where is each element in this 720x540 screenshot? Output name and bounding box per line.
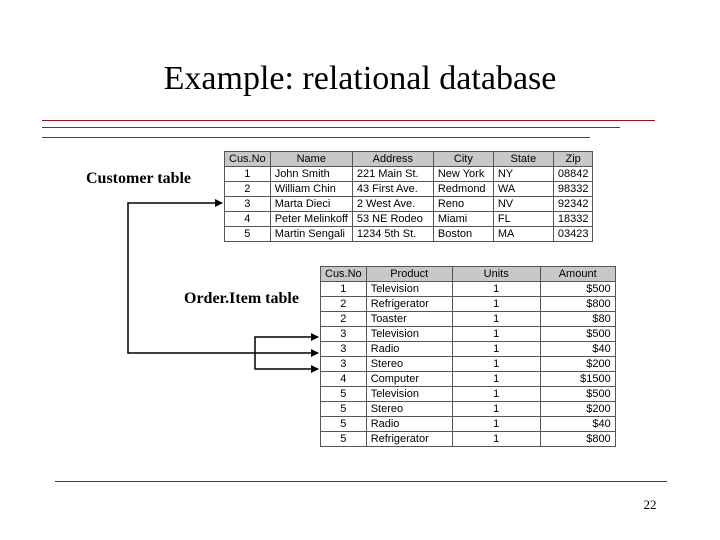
orderitem-cell: $500 (540, 282, 615, 297)
orderitem-header-2: Units (452, 267, 540, 282)
customer-header-2: Address (352, 152, 433, 167)
customer-cell: 4 (225, 212, 271, 227)
customer-cell: Miami (433, 212, 493, 227)
customer-cell: 1234 5th St. (352, 227, 433, 242)
orderitem-cell: 5 (321, 387, 367, 402)
orderitem-cell: Television (366, 387, 452, 402)
customer-cell: 92342 (553, 197, 593, 212)
customer-cell: 18332 (553, 212, 593, 227)
customer-cell: FL (493, 212, 553, 227)
orderitem-cell: 1 (452, 432, 540, 447)
orderitem-cell: 5 (321, 417, 367, 432)
orderitem-cell: 5 (321, 402, 367, 417)
orderitem-cell: $800 (540, 432, 615, 447)
customer-cell: 03423 (553, 227, 593, 242)
orderitem-cell: $40 (540, 417, 615, 432)
orderitem-cell: 5 (321, 432, 367, 447)
customer-cell: 08842 (553, 167, 593, 182)
orderitem-cell: $500 (540, 387, 615, 402)
fanout-top-arrow (255, 337, 318, 353)
orderitem-cell: 1 (452, 342, 540, 357)
customer-cell: Redmond (433, 182, 493, 197)
customer-header-3: City (433, 152, 493, 167)
customer-header-0: Cus.No (225, 152, 271, 167)
orderitem-header-3: Amount (540, 267, 615, 282)
page-number: 22 (643, 497, 657, 512)
customer-cell: NV (493, 197, 553, 212)
customer-header-5: Zip (553, 152, 593, 167)
orderitem-cell: Stereo (366, 402, 452, 417)
customer-cell: MA (493, 227, 553, 242)
orderitem-cell: 1 (452, 297, 540, 312)
link-orderitem-arrow (128, 278, 318, 353)
orderitem-cell: Stereo (366, 357, 452, 372)
orderitem-cell: $500 (540, 327, 615, 342)
orderitem-cell: 1 (452, 282, 540, 297)
customer-cell: Martin Sengali (270, 227, 352, 242)
orderitem-cell: 1 (452, 387, 540, 402)
orderitem-cell: 1 (452, 327, 540, 342)
orderitem-cell: $80 (540, 312, 615, 327)
orderitem-cell: $1500 (540, 372, 615, 387)
orderitem-cell: Refrigerator (366, 432, 452, 447)
customer-cell: Marta Dieci (270, 197, 352, 212)
customer-cell: WA (493, 182, 553, 197)
orderitem-cell: $200 (540, 402, 615, 417)
orderitem-cell: 1 (321, 282, 367, 297)
orderitem-cell: Refrigerator (366, 297, 452, 312)
orderitem-cell: Radio (366, 342, 452, 357)
customer-cell: New York (433, 167, 493, 182)
orderitem-cell: 3 (321, 327, 367, 342)
orderitem-cell: $200 (540, 357, 615, 372)
orderitem-cell: 1 (452, 372, 540, 387)
customer-cell: Reno (433, 197, 493, 212)
orderitem-table-label: Order.Item table (184, 290, 299, 307)
orderitem-cell: $40 (540, 342, 615, 357)
customer-cell: 1 (225, 167, 271, 182)
customer-header-4: State (493, 152, 553, 167)
customer-cell: 5 (225, 227, 271, 242)
customer-cell: 2 West Ave. (352, 197, 433, 212)
customer-cell: Peter Melinkoff (270, 212, 352, 227)
customer-header-1: Name (270, 152, 352, 167)
orderitem-cell: 1 (452, 357, 540, 372)
orderitem-cell: 1 (452, 417, 540, 432)
orderitem-cell: Television (366, 327, 452, 342)
customer-cell: 3 (225, 197, 271, 212)
customer-cell: 43 First Ave. (352, 182, 433, 197)
orderitem-header-1: Product (366, 267, 452, 282)
footer-rule (55, 481, 667, 482)
orderitem-cell: 1 (452, 312, 540, 327)
customer-cell: 53 NE Rodeo (352, 212, 433, 227)
customer-cell: 221 Main St. (352, 167, 433, 182)
orderitem-cell: Computer (366, 372, 452, 387)
orderitem-cell: 1 (452, 402, 540, 417)
customer-cell: John Smith (270, 167, 352, 182)
customer-cell: William Chin (270, 182, 352, 197)
customer-cell: 2 (225, 182, 271, 197)
orderitem-cell: 4 (321, 372, 367, 387)
customer-cell: 98332 (553, 182, 593, 197)
slide-title: Example: relational database (163, 60, 557, 97)
customer-cell: NY (493, 167, 553, 182)
orderitem-cell: $800 (540, 297, 615, 312)
orderitem-header-0: Cus.No (321, 267, 367, 282)
customer-cell: Boston (433, 227, 493, 242)
orderitem-cell: 2 (321, 312, 367, 327)
customer-table-label: Customer table (86, 170, 192, 187)
fanout-bottom-arrow (255, 353, 318, 369)
orderitem-cell: Radio (366, 417, 452, 432)
orderitem-cell: 3 (321, 357, 367, 372)
orderitem-cell: 2 (321, 297, 367, 312)
orderitem-cell: 3 (321, 342, 367, 357)
link-customer-arrow (128, 203, 222, 278)
orderitem-cell: Television (366, 282, 452, 297)
orderitem-cell: Toaster (366, 312, 452, 327)
